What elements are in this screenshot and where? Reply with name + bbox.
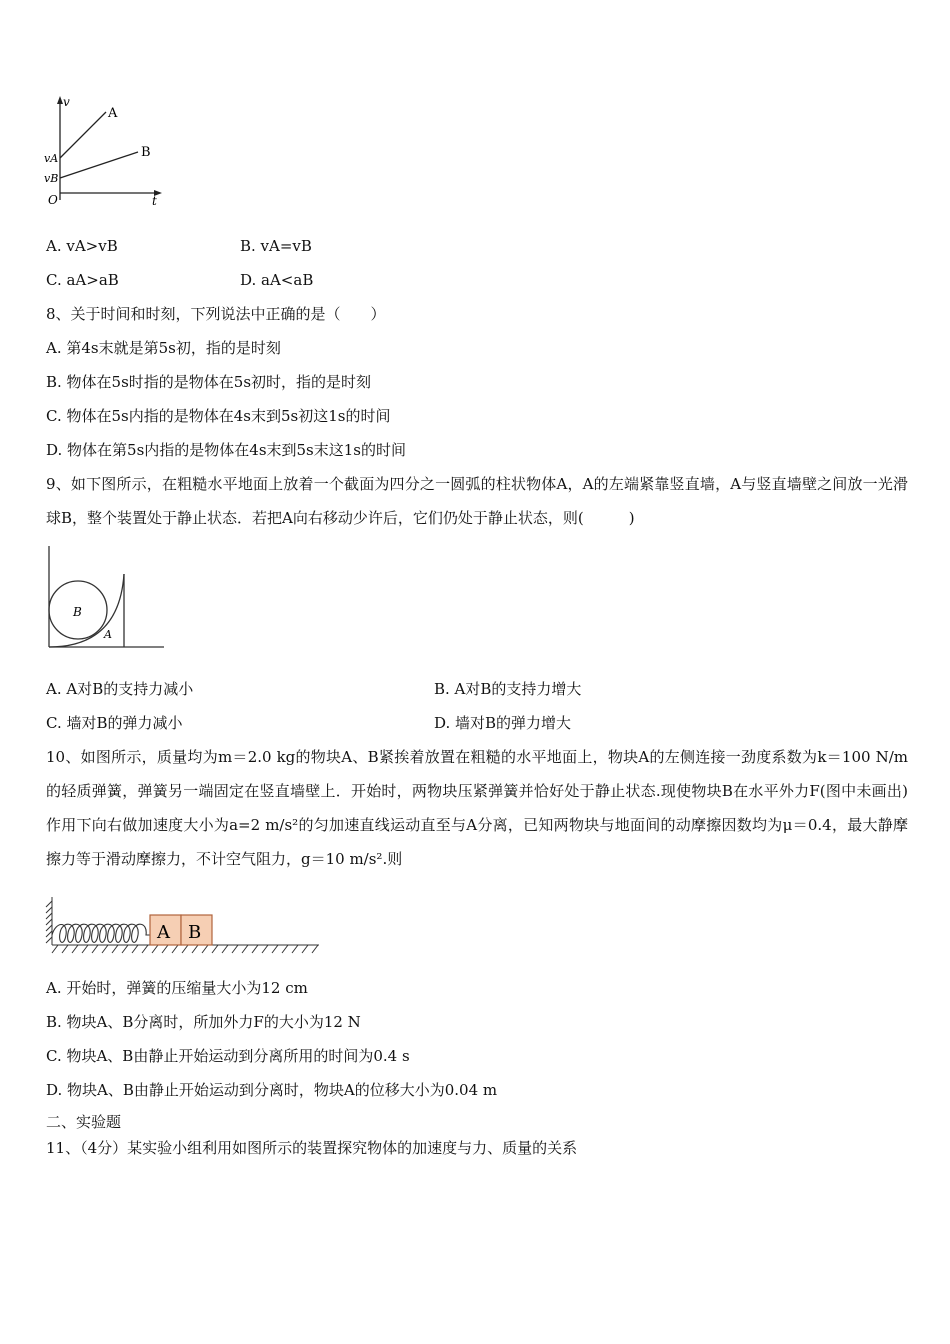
q10-option-a: A. 开始时，弹簧的压缩量大小为12 cm	[46, 979, 308, 997]
q7-option-c: C. aA>aB	[46, 271, 119, 289]
q9-option-b: B. A对B的支持力增大	[434, 680, 582, 698]
section-title: 二、实验题	[46, 1113, 122, 1131]
q10-figure	[44, 893, 324, 955]
vb-label: vB	[44, 172, 59, 185]
vt-graph	[40, 92, 170, 212]
q7-option-a: A. vA>vB	[46, 237, 118, 255]
block-a-label: A	[104, 628, 112, 641]
q10-option-d: D. 物块A、B由静止开始运动到分离时，物块A的位移大小为0.04 m	[46, 1081, 498, 1099]
line-a	[60, 112, 106, 158]
origin-label: O	[48, 193, 58, 207]
va-label: vA	[44, 152, 59, 165]
axis-v-label: v	[63, 95, 70, 109]
q8-option-b: B. 物体在5s时指的是物体在5s初时，指的是时刻	[46, 373, 372, 391]
q9-option-a: A. A对B的支持力减小	[46, 680, 194, 698]
q9-option-d: D. 墙对B的弹力增大	[434, 714, 572, 732]
block-a-arc	[49, 574, 124, 647]
q7-option-d: D. aA<aB	[240, 271, 314, 289]
spring	[52, 924, 150, 942]
q11-stem: 11、（4分）某实验小组利用如图所示的装置探究物体的加速度与力、质量的关系	[46, 1139, 578, 1157]
q8-option-d: D. 物体在第5s内指的是物体在4s末到5s末这1s的时间	[46, 441, 406, 459]
block-b-label: B	[188, 922, 202, 943]
line-b-label: B	[141, 145, 151, 160]
q9-figure	[44, 544, 168, 650]
q9-stem: 9、如下图所示，在粗糙水平地面上放着一个截面为四分之一圆弧的柱状物体A，A的左端紧靠竖直墙，A与竖直墙壁之间放一光滑球B，整个装置处于静止状态．若把A向右移动少许后，它们仍处于静止状态，则( )	[46, 475, 908, 527]
line-b	[60, 152, 138, 178]
block-a-label: A	[157, 922, 170, 943]
q10-option-c: C. 物块A、B由静止开始运动到分离所用的时间为0.4 s	[46, 1047, 410, 1065]
q10-option-b: B. 物块A、B分离时，所加外力F的大小为12 N	[46, 1013, 361, 1031]
q8-stem: 8、关于时间和时刻，下列说法中正确的是（ ）	[46, 305, 386, 323]
ball-b-label: B	[73, 605, 82, 619]
q10-stem: 10、如图所示，质量均为m＝2.0 kg的物块A、B紧挨着放置在粗糙的水平地面上，物块A的左侧连接一劲度系数为k＝100 N/m的轻质弹簧，弹簧另一端固定在竖直墙壁上．开始时，两物块压紧弹簧并恰好处于静止状态.现使物块B在水平外力F(图中未画出)作用下向右做加速度大小为a=2 m/s²的匀加速直线运动直至与A分离，已知两物块与地面间的动摩擦因数均为μ＝0.4，最大静摩擦力等于滑动摩擦力，不计空气阻力，g＝10 m/s².则	[46, 748, 908, 868]
axis-t-label: t	[152, 194, 157, 208]
q8-option-a: A. 第4s末就是第5s初，指的是时刻	[46, 339, 281, 357]
line-a-label: A	[108, 106, 118, 121]
q9-option-c: C. 墙对B的弹力减小	[46, 714, 183, 732]
q8-option-c: C. 物体在5s内指的是物体在4s末到5s初这1s的时间	[46, 407, 391, 425]
q7-option-b: B. vA=vB	[240, 237, 312, 255]
